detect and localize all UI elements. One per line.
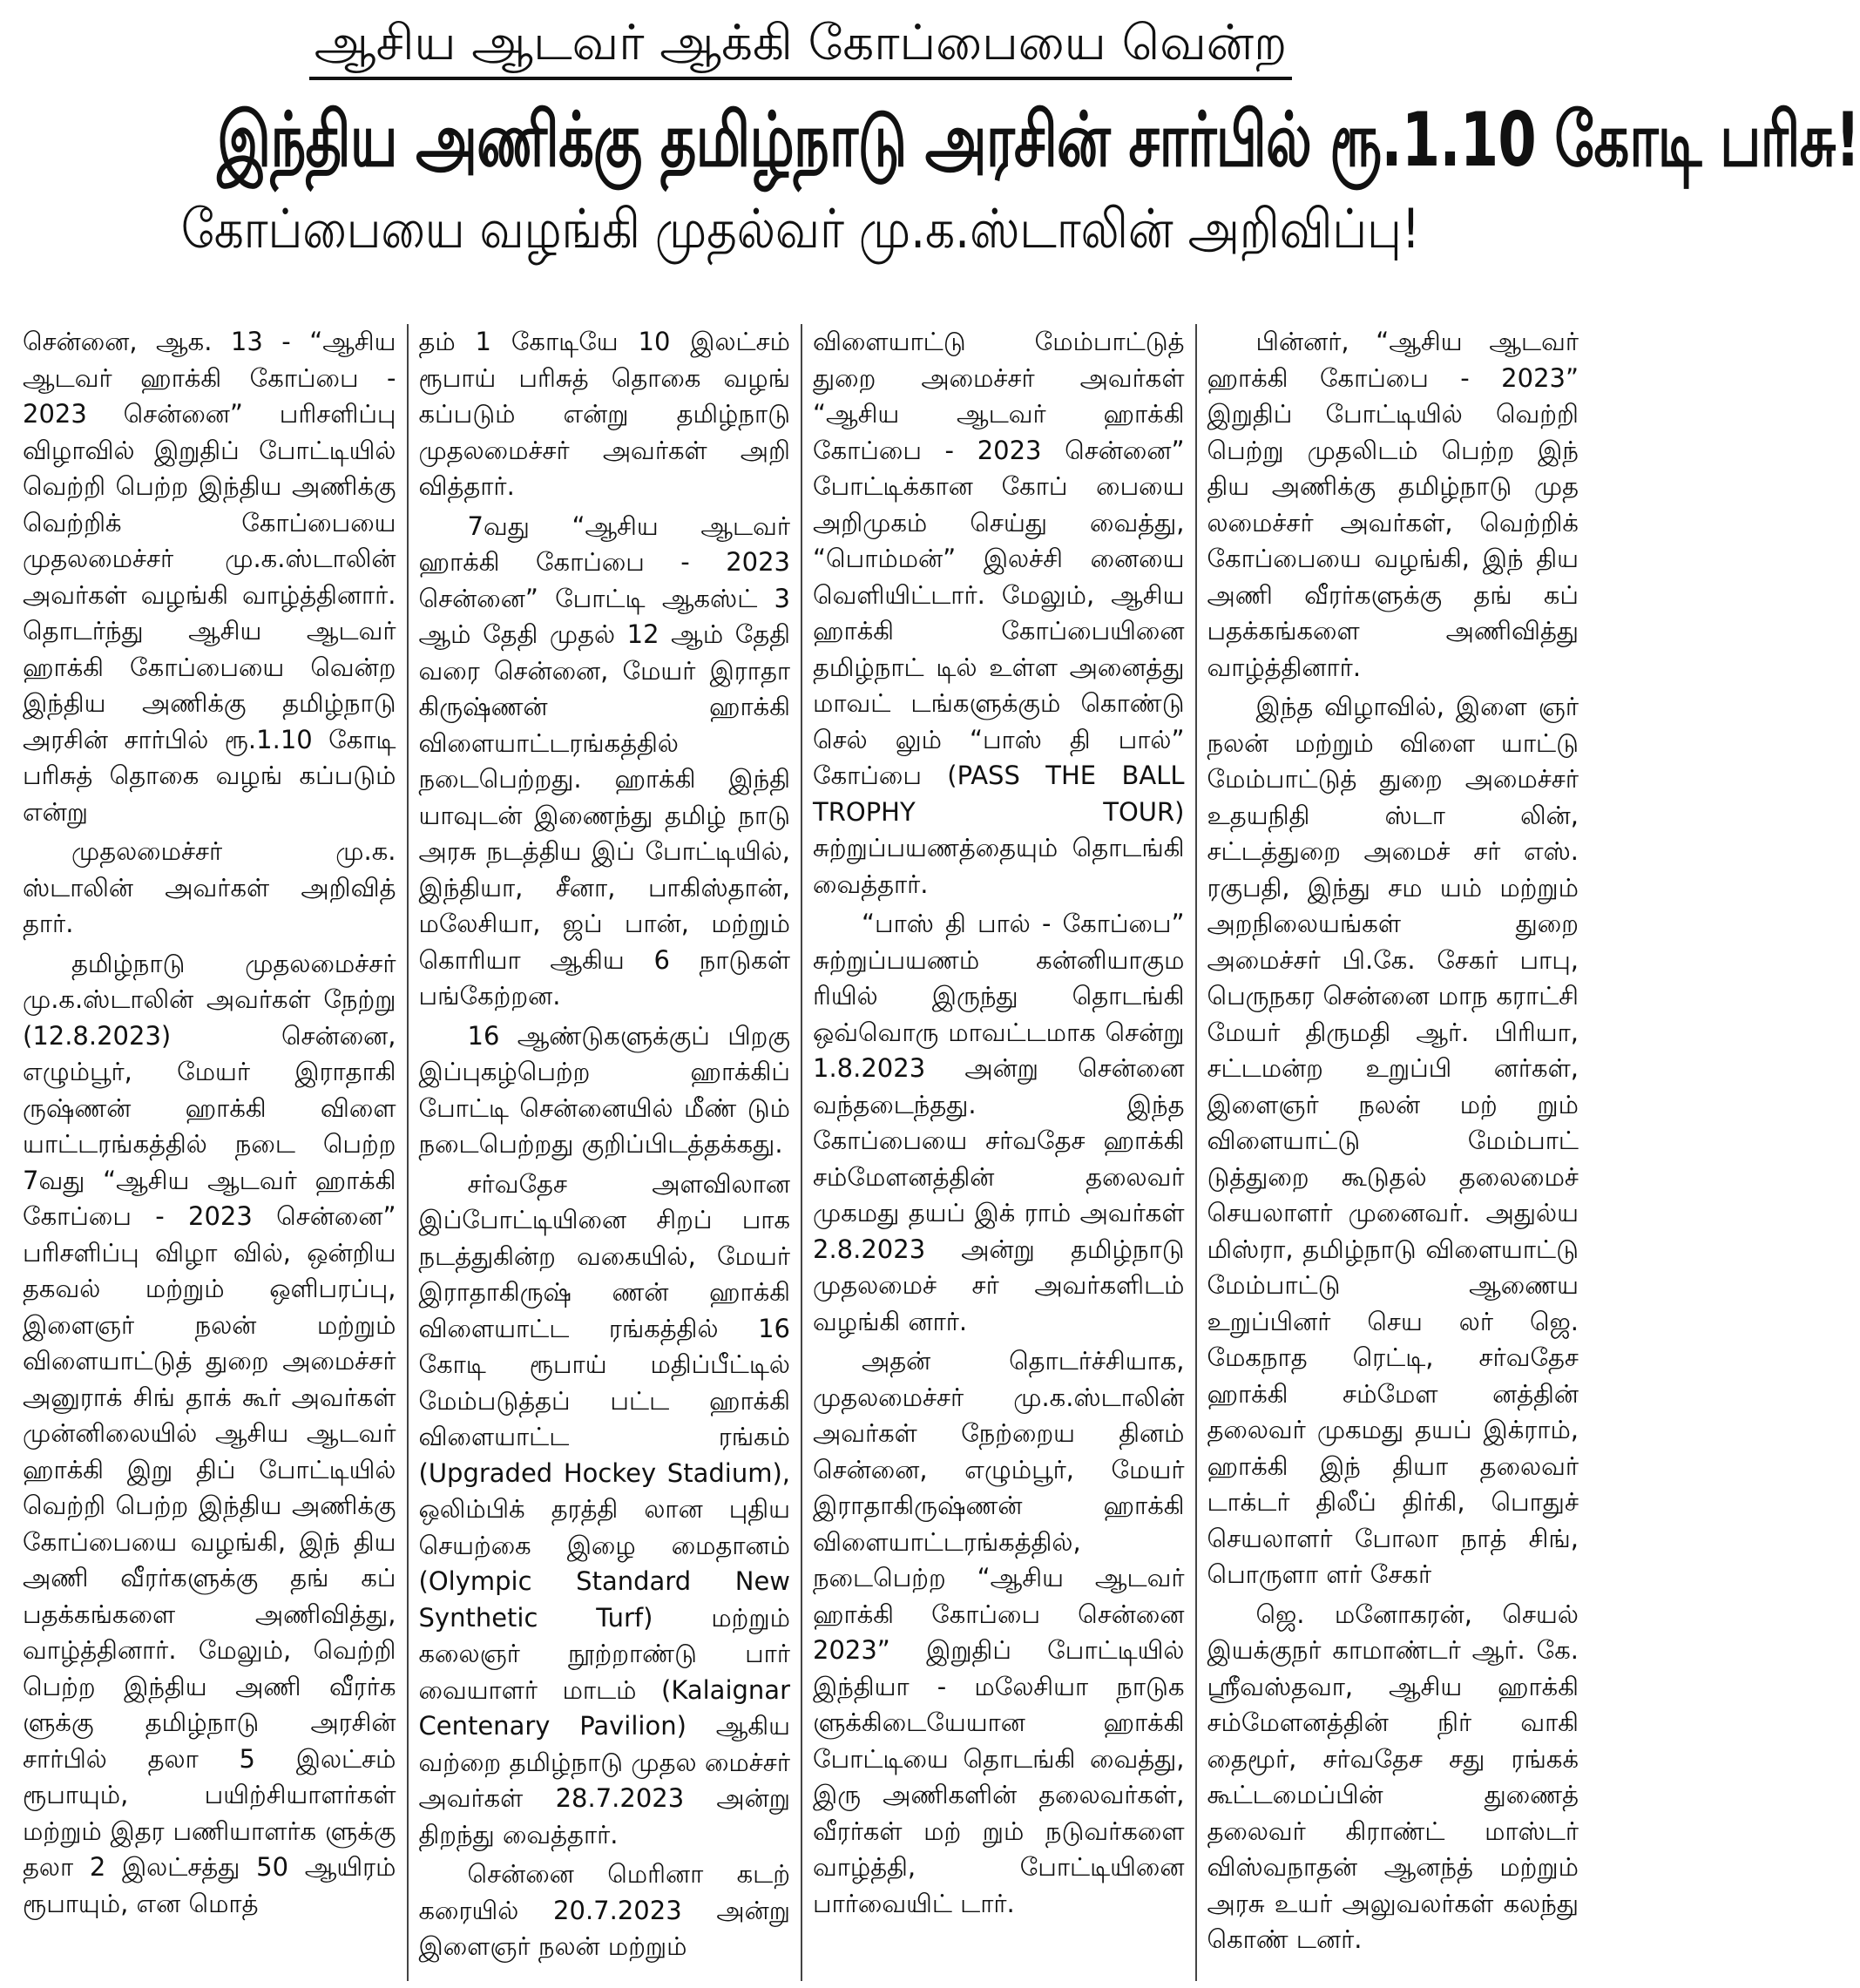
paragraph: சர்வதேச அளவிலான இப்போட்டியினை சிறப் பாக நடத்துகின்ற வகையில், மேயர் இராதாகிருஷ் ணன் ஹாக்கி விளையாட்ட ரங்கத்தில் 16 கோடி ரூபாய் மதிப்பீட்டில் மேம்படுத்தப் பட்ட ஹாக்கி விளையாட்ட ரங்கம் (Upgraded Hockey Stadium), ஒலிம்பிக் தரத்தி லான புதிய செயற்கை இழை மைதானம் (Olympic Standard New Synthetic Turf) மற்றும் கலைஞர் நூற்றாண்டு பார் வையாளர் மாடம் (Kalaignar Centenary Pavilion) ஆகிய வற்றை தமிழ்நாடு முதல மைச்சர் அவர்கள் 28.7.2023 அன்று திறந்து வைத்தார். [418, 1168, 790, 1849]
column-3 [801, 324, 1195, 1981]
paragraph: பின்னர், “ஆசிய ஆடவர் ஹாக்கி கோப்பை - 2023” இறுதிப் போட்டியில் வெற்றி பெற்று முதலிடம் பெற்ற இந் திய அணிக்கு தமிழ்நாடு முத லமைச்சர் அவர்கள், வெற்றிக் கோப்பையை வழங்கி, இந் திய அணி வீரர்களுக்கு தங் கப் பதக்கங்களை அணிவித்து வாழ்த்தினார். [1207, 327, 1579, 682]
article-body [12, 324, 1589, 1981]
paragraph: தமிழ்நாடு முதலமைச்சர் மு.க.ஸ்டாலின் அவர்கள் நேற்று (12.8.2023) சென்னை, எழும்பூர், மேயர் இராதாகி ருஷ்ணன் ஹாக்கி விளை யாட்டரங்கத்தில் நடை பெற்ற 7வது “ஆசிய ஆடவர் ஹாக்கி கோப்பை - 2023 சென்னை” பரிசளிப்பு விழா வில், ஒன்றிய தகவல் மற்றும் ஒளிபரப்பு, இளைஞர் நலன் மற்றும் விளையாட்டுத் துறை அமைச்சர் அனுராக் சிங் தாக் கூர் அவர்கள் முன்னிலையில் ஆசிய ஆடவர் ஹாக்கி இறு திப் போட்டியில் வெற்றி பெற்ற இந்திய அணிக்கு கோப்பையை வழங்கி, இந் திய அணி வீரர்களுக்கு தங் கப் பதக்கங்களை அணிவித்து, வாழ்த்தினார். மேலும், வெற்றி பெற்ற இந்திய அணி வீரர்க ளுக்கு தமிழ்நாடு அரசின் சார்பில் தலா 5 இலட்சம் ரூபாயும், பயிற்சியாளர்கள் மற்றும் இதர பணியாளர்க ளுக்கு தலா 2 இலட்சத்து 50 ஆயிரம் ரூபாயும், என மொத் [23, 948, 396, 1918]
paragraph: விளையாட்டு மேம்பாட்டுத் துறை அமைச்சர் அவர்கள் “ஆசிய ஆடவர் ஹாக்கி கோப்பை - 2023 சென்னை” போட்டிக்கான கோப் பையை அறிமுகம் செய்து வைத்து, “பொம்மன்” இலச்சி னையை வெளியிட்டார். மேலும், ஆசிய ஹாக்கி கோப்பையினை தமிழ்நாட் டில் உள்ள அனைத்து மாவட் டங்களுக்கும் கொண்டு செல் லும் “பாஸ் தி பால்” கோப்பை (PASS THE BALL TROPHY TOUR) சுற்றுப்பயணத்தையும் தொடங்கி வைத்தார். [813, 327, 1185, 899]
paragraph: “பாஸ் தி பால் - கோப்பை” சுற்றுப்பயணம் கன்னியாகும ரியில் இருந்து தொடங்கி ஒவ்வொரு மாவட்டமாக சென்று 1.8.2023 அன்று சென்னை வந்தடைந்தது. இந்த கோப்பையை சர்வதேச ஹாக்கி சம்மேளனத்தின் தலைவர் முகமது தயப் இக் ராம் அவர்கள் 2.8.2023 அன்று தமிழ்நாடு முதலமைச் சர் அவர்களிடம் வழங்கி னார். [813, 909, 1185, 1336]
column-2 [407, 324, 801, 1981]
paragraph: இந்த விழாவில், இளை ஞர் நலன் மற்றும் விளை யாட்டு மேம்பாட்டுத் துறை அமைச்சர் உதயநிதி ஸ்டா லின், சட்டத்துறை அமைச் சர் எஸ். ரகுபதி, இந்து சம யம் மற்றும் அறநிலையங்கள் துறை அமைச்சர் பி.கே. சேகர் பாபு, பெருநகர சென்னை மாந கராட்சி மேயர் திருமதி ஆர். பிரியா, சட்டமன்ற உறுப்பி னர்கள், இளைஞர் நலன் மற் றும் விளையாட்டு மேம்பாட் டுத்துறை கூடுதல் தலைமைச் செயலாளர் முனைவர். அதுல்ய மிஸ்ரா, தமிழ்நாடு விளையாட்டு மேம்பாட்டு ஆணைய உறுப்பினர் செய லர் ஜெ. மேகநாத ரெட்டி, சர்வதேச ஹாக்கி சம்மேள னத்தின் தலைவர் முகமது தயப் இக்ராம், ஹாக்கி இந் தியா தலைவர் டாக்டர் திலீப் திர்கி, பொதுச் செயலாளர் போலா நாத் சிங், பொருளா ளர் சேகர் [1207, 692, 1579, 1589]
column-4 [1195, 324, 1590, 1981]
headline: இந்திய அணிக்கு தமிழ்நாடு அரசின் சார்பில் ரூ.1.10 கோடி பரிசு! [217, 97, 1860, 184]
paragraph: சென்னை, ஆக. 13 - “ஆசிய ஆடவர் ஹாக்கி கோப்பை - 2023 சென்னை” பரிசளிப்பு விழாவில் இறுதிப் போட்டியில் வெற்றி பெற்ற இந்திய அணிக்கு வெற்றிக் கோப்பையை முதலமைச்சர் மு.க.ஸ்டாலின் அவர்கள் வழங்கி வாழ்த்தினார். தொடர்ந்து ஆசிய ஆடவர் ஹாக்கி கோப்பையை வென்ற இந்திய அணிக்கு தமிழ்நாடு அரசின் சார்பில் ரூ.1.10 கோடி பரிசுத் தொகை வழங் கப்படும் என்று [23, 327, 396, 827]
paragraph: 7வது “ஆசிய ஆடவர் ஹாக்கி கோப்பை - 2023 சென்னை” போட்டி ஆகஸ்ட் 3 ஆம் தேதி முதல் 12 ஆம் தேதி வரை சென்னை, மேயர் இராதா கிருஷ்ணன் ஹாக்கி விளையாட்டரங்கத்தில் நடைபெற்றது. ஹாக்கி இந்தி யாவுடன் இணைந்து தமிழ் நாடு அரசு நடத்திய இப் போட்டியில், இந்தியா, சீனா, பாகிஸ்தான், மலேசியா, ஜப் பான், மற்றும் கொரியா ஆகிய 6 நாடுகள் பங்கேற்றன. [418, 511, 790, 1011]
paragraph: 16 ஆண்டுகளுக்குப் பிறகு இப்புகழ்பெற்ற ஹாக்கிப் போட்டி சென்னையில் மீண் டும் நடைபெற்றது குறிப்பிடத்தக்கது. [418, 1020, 790, 1159]
paragraph: முதலமைச்சர் மு.க. ஸ்டாலின் அவர்கள் அறிவித் தார். [23, 836, 396, 938]
paragraph: ஜெ. மனோகரன், செயல் இயக்குநர் காமாண்டர் ஆர். கே. ஸ்ரீவஸ்தவா, ஆசிய ஹாக்கி சம்மேளனத்தின் நிர் வாகி தைமூர், சர்வதேச சது ரங்கக் கூட்டமைப்பின் துணைத் தலைவர் கிராண்ட் மாஸ்டர் விஸ்வநாதன் ஆனந்த் மற்றும் அரசு உயர் அலுவலர்கள் கலந்து கொண் டனர். [1207, 1599, 1579, 1954]
subheadline: கோப்பையை வழங்கி முதல்வர் மு.க.ஸ்டாலின் அறிவிப்பு! [180, 197, 1421, 260]
paragraph: சென்னை மெரினா கடற் கரையில் 20.7.2023 அன்று இளைஞர் நலன் மற்றும் [418, 1859, 790, 1961]
kicker-wrap [12, 0, 1589, 80]
kicker: ஆசிய ஆடவர் ஆக்கி கோப்பையை வென்ற [309, 12, 1292, 80]
paragraph: அதன் தொடர்ச்சியாக, முதலமைச்சர் மு.க.ஸ்டாலின் அவர்கள் நேற்றைய தினம் சென்னை, எழும்பூர், மேயர் இராதாகிருஷ்ணன் ஹாக்கி விளையாட்டரங்கத்தில், நடைபெற்ற “ஆசிய ஆடவர் ஹாக்கி கோப்பை சென்னை 2023” இறுதிப் போட்டியில் இந்தியா - மலேசியா நாடுக ளுக்கிடையேயான ஹாக்கி போட்டியை தொடங்கி வைத்து, இரு அணிகளின் தலைவர்கள், வீரர்கள் மற் றும் நடுவர்களை வாழ்த்தி, போட்டியினை பார்வையிட் டார். [813, 1346, 1185, 1918]
column-1 [12, 324, 407, 1981]
paragraph: தம் 1 கோடியே 10 இலட்சம் ரூபாய் பரிசுத் தொகை வழங் கப்படும் என்று தமிழ்நாடு முதலமைச்சர் அவர்கள் அறி வித்தார். [418, 327, 790, 501]
